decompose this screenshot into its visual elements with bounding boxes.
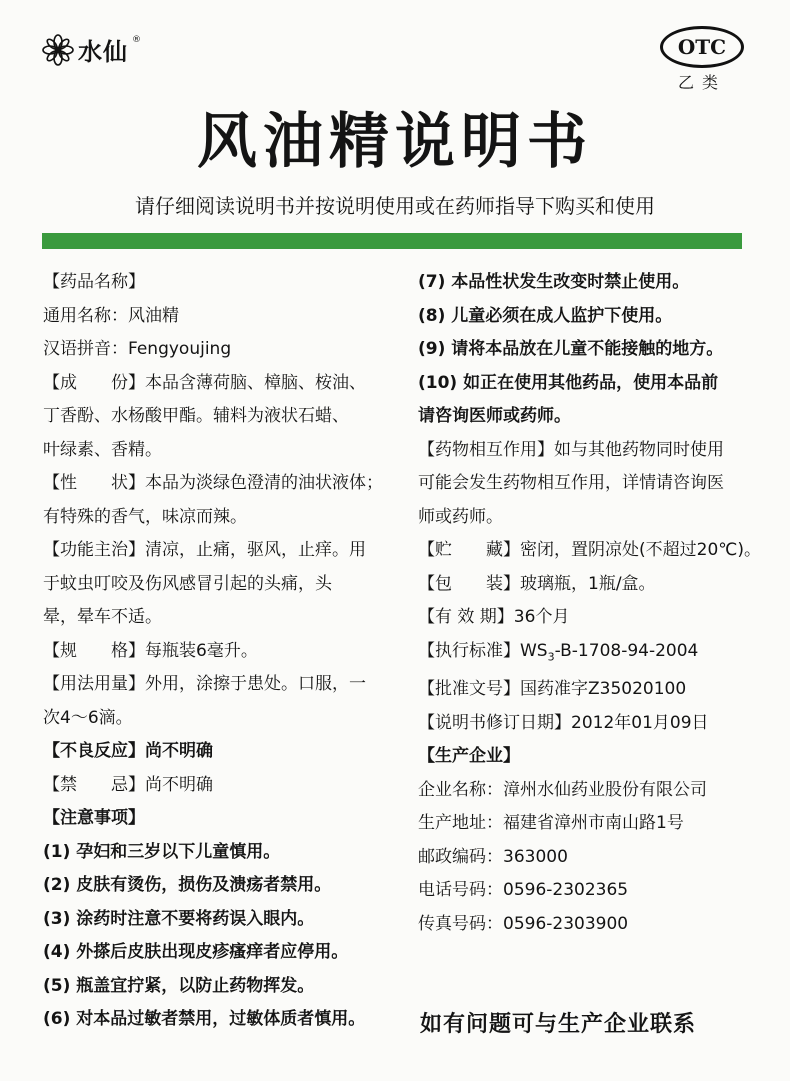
text-line: 【批准文号】国药准字Z35020100 bbox=[418, 679, 687, 700]
brand-logo bbox=[42, 32, 141, 67]
text-line: 【用法用量】外用，涂擦于患处。口服，一 bbox=[43, 674, 366, 694]
text-line: (2) 皮肤有烫伤，损伤及溃疡者禁用。 bbox=[43, 875, 332, 895]
text-line: 汉语拼音：Fengyoujing bbox=[43, 339, 232, 359]
green-divider-bar bbox=[42, 233, 742, 249]
narcissus-flower-icon bbox=[42, 34, 74, 66]
text-line: 生产地址：福建省漳州市南山路1号 bbox=[418, 813, 684, 834]
text-line: 【执行标准】$WS_3-B-1708-94-2004$ bbox=[418, 640, 699, 663]
text-line: (5) 瓶盖宜拧紧，以防止药物挥发。 bbox=[43, 975, 315, 996]
contact-notice: 如有问题可与生产企业联系 bbox=[420, 1012, 697, 1037]
right-column bbox=[418, 266, 761, 941]
text-line: 【成 份】本品含薄荷脑、樟脑、桉油、 bbox=[43, 372, 366, 393]
text-line: 【包 装】玻璃瓶，1瓶/盒。 bbox=[418, 573, 656, 594]
text-line: (3) 涂药时注意不要将药误入眼内。 bbox=[43, 908, 315, 929]
text-line: 【有 效 期】36个月 bbox=[418, 607, 570, 627]
text-line: 企业名称：漳州水仙药业股份有限公司 bbox=[418, 779, 707, 800]
otc-label bbox=[660, 26, 744, 93]
text-line: 【注意事项】 bbox=[43, 808, 145, 828]
text-line: 次4～6滴。 bbox=[43, 707, 133, 728]
text-line: 电话号码：0596-2302365 bbox=[418, 880, 629, 901]
text-line: (4) 外搽后皮肤出现皮疹瘙痒者应停用。 bbox=[43, 942, 349, 962]
left-column bbox=[43, 266, 398, 1037]
document-title: 风油精说明书 bbox=[197, 107, 593, 177]
text-line: 可能会发生药物相互作用，详情请咨询医 bbox=[418, 473, 724, 493]
text-line: 【不良反应】尚不明确 bbox=[43, 741, 213, 761]
text-line: 【贮 藏】密闭，置阴凉处(不超过20℃)。 bbox=[418, 540, 761, 560]
text-line: (1) 孕妇和三岁以下儿童慎用。 bbox=[43, 841, 281, 862]
text-line: 于蚊虫叮咬及伤风感冒引起的头痛，头 bbox=[43, 573, 332, 594]
text-line: 通用名称：风油精 bbox=[43, 305, 179, 326]
text-line: 传真号码：0596-2303900 bbox=[418, 913, 629, 934]
text-line: 【生产企业】 bbox=[418, 746, 520, 767]
text-line: 【功能主治】清凉，止痛，驱风，止痒。用 bbox=[43, 540, 366, 560]
document-subtitle: 请仔细阅读说明书并按说明使用或在药师指导下购买和使用 bbox=[135, 194, 655, 218]
text-line: (6) 对本品过敏者禁用，过敏体质者慎用。 bbox=[43, 1009, 366, 1029]
otc-class: 乙类 bbox=[677, 73, 726, 92]
text-line: 【性 状】本品为淡绿色澄清的油状液体； bbox=[43, 473, 383, 493]
text-line: 晕，晕车不适。 bbox=[43, 607, 162, 627]
text-line: 【规 格】每瓶装6毫升。 bbox=[43, 640, 258, 661]
registered-mark: ® bbox=[132, 34, 141, 45]
text-line: 【禁 忌】尚不明确 bbox=[43, 774, 213, 795]
otc-badge: OTC bbox=[660, 26, 744, 68]
text-line: 【说明书修订日期】2012年01月09日 bbox=[418, 712, 709, 733]
text-line: 【药物相互作用】如与其他药物同时使用 bbox=[418, 439, 724, 460]
text-line: 请咨询医师或药师。 bbox=[418, 406, 571, 426]
text-line: 有特殊的香气，味凉而辣。 bbox=[43, 506, 247, 527]
text-line: (7) 本品性状发生改变时禁止使用。 bbox=[418, 272, 690, 292]
text-line: 丁香酚、水杨酸甲酯。辅料为液状石蜡、 bbox=[43, 406, 349, 426]
text-line: (10) 如正在使用其他药品，使用本品前 bbox=[418, 372, 719, 393]
text-line: 【药品名称】 bbox=[43, 272, 145, 292]
text-line: (8) 儿童必须在成人监护下使用。 bbox=[418, 305, 673, 326]
text-line: 师或药师。 bbox=[418, 506, 503, 527]
text-line: (9) 请将本品放在儿童不能接触的地方。 bbox=[418, 339, 724, 359]
text-line: 邮政编码：363000 bbox=[418, 846, 568, 867]
brand-name: 水仙 bbox=[78, 38, 128, 66]
text-line: 叶绿素、香精。 bbox=[43, 439, 162, 460]
